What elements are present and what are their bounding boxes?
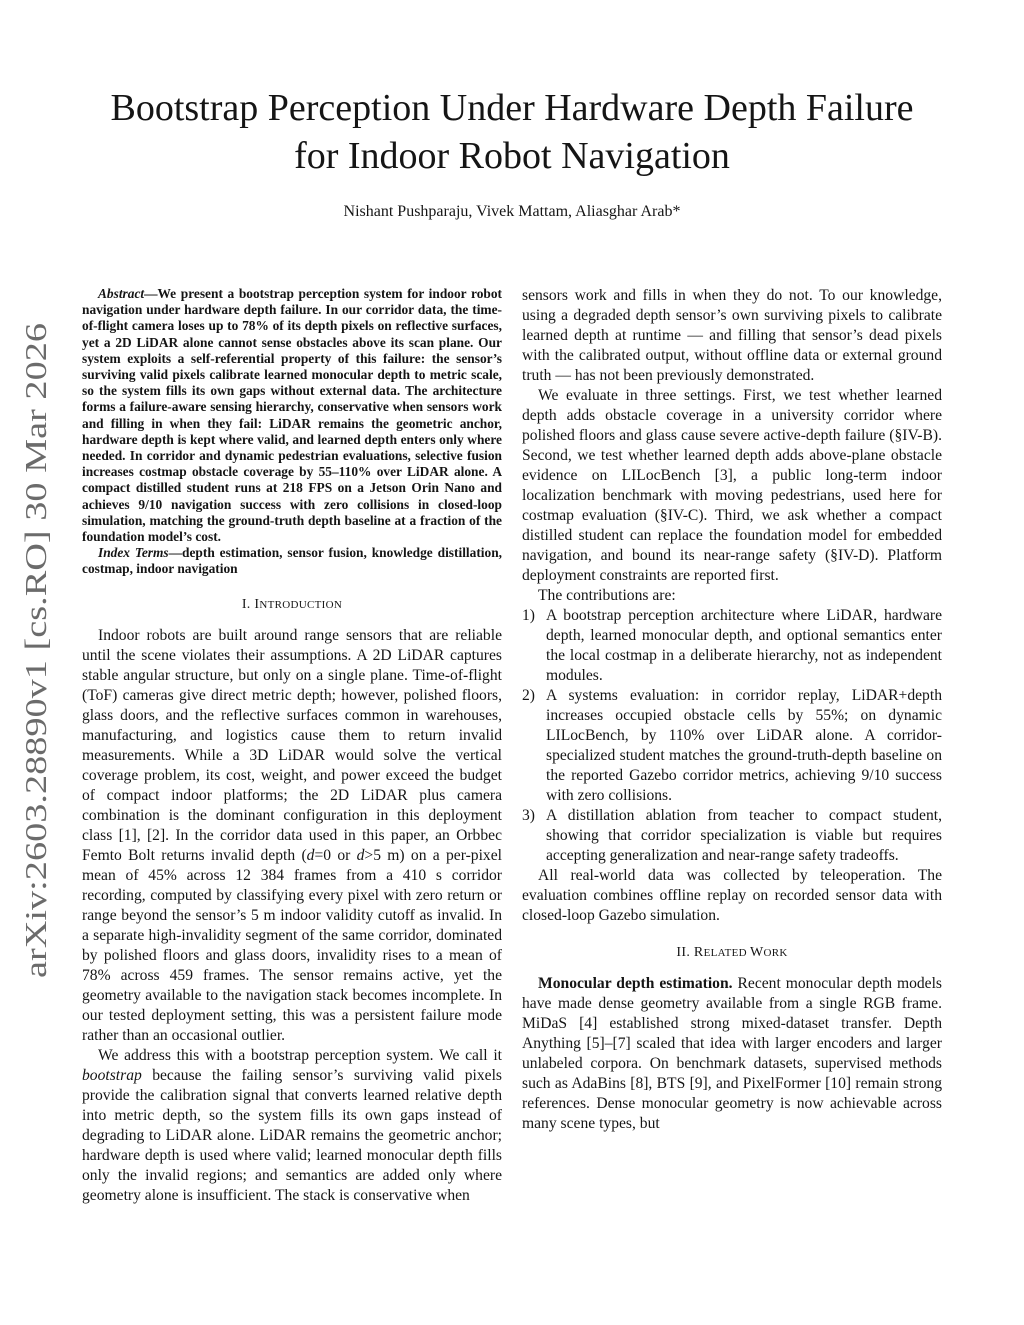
intro-paragraph-2-continued: sensors work and fills in when they do not. To our knowledge, using a degraded depth sensor’s own surviving pixels to calibrate learned depth at runtime — and filling that sensor’s dead pixels with the calibrated output, without offline data or external ground truth — has not been previously demonstrated.	[522, 287, 942, 384]
related-work-text: Recent monocular depth models have made dense geometry available from a single RGB frame. MiDaS [4] established strong mixed-dataset transfer. Depth Anything [5]–[7] scaled that idea with larger encoders and larger unlabeled corpora. On benchmark datasets, supervised methods such as AdaBins [8], BTS [9], and PixelFormer [10] remain strong references. Dense monocular geometry is now achievable across many scene types, but	[522, 975, 942, 1132]
index-terms-text: depth estimation, sensor fusion, knowledge distillation, costmap, indoor navigation	[82, 545, 502, 577]
intro-p1-part-a: Indoor robots are built around range sensors that are reliable until the scene violates their assumptions. A 2D LiDAR captures stable angular structure, but only on a single plane. Time-of-flight (ToF) cameras give direct metric depth; however, polished floors, glass doors, and the reflective surfaces common in warehouses, manufacturing, and logistics cause them to return invalid measurements. While a 3D LiDAR would solve the vertical coverage problem, its cost, weight, and power exceed the budget of compact indoor platforms; the 2D LiDAR plus camera combination is the dominant configuration in this deployment class [1], [2]. In the corridor data used in this paper, an Orbbec Femto Bolt returns invalid depth (	[82, 626, 502, 864]
related-work-heading-part: W	[749, 945, 764, 960]
contribution-number: 3)	[522, 807, 535, 824]
right-column-flow	[522, 286, 942, 1134]
intro-p2-part-b: because the failing sensor’s surviving valid pixels provide the calibration signal that converts learned relative depth into metric depth, so the system fills its own gaps instead of degrading to LiDAR alone. LiDAR remains the geometric anchor; hardware depth is used where valid; learned monocular depth fills only the invalid regions; and semantics are added only where geometry alone is insufficient. The stack is conservative when	[82, 1066, 502, 1204]
intro-paragraph-5: All real-world data was collected by teleoperation. The evaluation combines offline replay on recorded sensor data with closed-loop Gazebo simulation.	[522, 867, 942, 924]
abstract-label: Abstract	[98, 286, 145, 301]
arxiv-identifier-stamp	[14, 320, 58, 980]
abstract-text: We present a bootstrap perception system for indoor robot navigation under hardware depth failure. In our corridor data, the time-of-flight camera loses up to 78% of its depth pixels on reflective surfaces, yet a 2D LiDAR alone cannot sense obstacles above its scan plane. Our system exploits a self-referential property of this failure: the sensor’s surviving valid pixels calibrate learned monocular depth to metric scale, so the system fills its own gaps without external data. The architecture forms a failure-aware sensing hierarchy, conservative when sensors work and filling in when they fail: LiDAR remains the geometric anchor, hardware depth is kept where valid, and learned depth enters only where needed. In corridor and dynamic pedestrian evaluations, selective fusion increases costmap obstacle coverage by 55–110% over LiDAR alone. A compact distilled student runs at 218 FPS on a Jetson Orin Nano and achieves 9/10 navigation success with zero collisions in closed-loop simulation, matching the ground-truth depth baseline at a fraction of the foundation model’s cost.	[82, 286, 502, 545]
contribution-number: 2)	[522, 687, 535, 704]
related-work-paragraph-1	[522, 974, 942, 1134]
left-column	[82, 286, 502, 1206]
paragraph-lead-monocular-depth: Monocular depth estimation.	[538, 975, 733, 992]
intro-p1-eq: =0 or	[314, 846, 357, 864]
section-numeral: I.	[241, 596, 251, 612]
abstract	[82, 286, 502, 545]
right-column	[522, 286, 942, 1134]
intro-paragraph-3: We evaluate in three settings. First, we test whether learned depth adds obstacle coverage in a university corridor where polished floors and glass cause severe active-depth failure (§IV-B). Second, we test whether learned depth adds above-plane obstacle evidence on LILocBench [3], a public long-term indoor localization benchmark with moving pedestrians, used here for costmap evaluation (§IV-C). Third, we ask whether a compact distilled student can replace the foundation model for embedded navigation, and bound its near-range safety (§IV-D). Platform deployment constraints are reported first.	[522, 387, 942, 584]
title-line-2: for Indoor Robot Navigation	[294, 135, 730, 177]
title-line-1: Bootstrap Perception Under Hardware Depth Failure	[110, 87, 914, 129]
related-work-heading-part: R	[693, 945, 704, 960]
related-work-heading-part: ELATED	[703, 947, 750, 959]
abstract-dash: —	[144, 286, 158, 301]
section-title-initial: I	[254, 596, 260, 612]
section-title-rest: NTRODUCTION	[259, 598, 343, 611]
math-var-d: d	[306, 846, 315, 864]
related-work-heading-part: ORK	[763, 947, 788, 959]
contribution-item	[522, 606, 942, 686]
intro-paragraph-1	[82, 626, 502, 1046]
intro-p2-part-a: We address this with a bootstrap perception system. We call it	[98, 1046, 502, 1064]
contribution-number: 1)	[522, 607, 535, 624]
contributions-intro: The contributions are:	[538, 587, 676, 604]
index-terms-dash: —	[168, 545, 183, 561]
section-heading-related-work	[522, 944, 942, 962]
author-list: Nishant Pushparaju, Vivek Mattam, Aliasghar Arab*	[343, 203, 681, 220]
intro-p1-part-b: >5 m) on a per-pixel mean of 45% across 12 384 frames from a 410 s corridor recording, computed by classifying every pixel with zero return or range beyond the sensor’s 5 m indoor validity cutoff as invalid. In a separate high-invalidity segment of the same corridor, dominated by polished floors and glass doors, invalidity rises to a mean of 78% across 459 frames. The sensor remains active, yet the geometry available to the navigation stack becomes incomplete. In our tested deployment setting, this was a persistent failure mode rather than an occasional outlier.	[82, 846, 502, 1044]
arxiv-identifier-text: arXiv:2603.28890v1 [cs.RO] 30 Mar 2026	[19, 456, 53, 978]
section-heading-introduction	[82, 596, 502, 614]
index-terms	[82, 545, 502, 577]
contribution-text: A bootstrap perception architecture where LiDAR, hardware depth, learned monocular depth, and optional semantics enter the local costmap in a deliberate hierarchy, not as independent modules.	[546, 607, 942, 684]
contributions-list	[522, 606, 942, 866]
contribution-item	[522, 686, 942, 806]
paper-title	[60, 84, 964, 180]
math-var-d: d	[356, 846, 365, 864]
emphasis-bootstrap: bootstrap	[82, 1066, 142, 1084]
related-work-heading-part: II.	[676, 945, 694, 960]
intro-paragraph-2	[82, 1046, 502, 1206]
contribution-item	[522, 806, 942, 866]
contribution-text: A distillation ablation from teacher to compact student, showing that corridor specialization is viable but requires accepting generalization and near-range safety tradeoffs.	[546, 807, 942, 864]
contribution-text: A systems evaluation: in corridor replay, LiDAR+depth increases occupied obstacle cells by 55%; on dynamic LILocBench, by 110% over LiDAR alone. A corridor-specialized student matches the ground-truth-depth baseline on the reported Gazebo corridor metrics, achieving 9/10 success with zero collisions.	[546, 687, 942, 804]
index-terms-label: Index Terms	[98, 545, 169, 561]
